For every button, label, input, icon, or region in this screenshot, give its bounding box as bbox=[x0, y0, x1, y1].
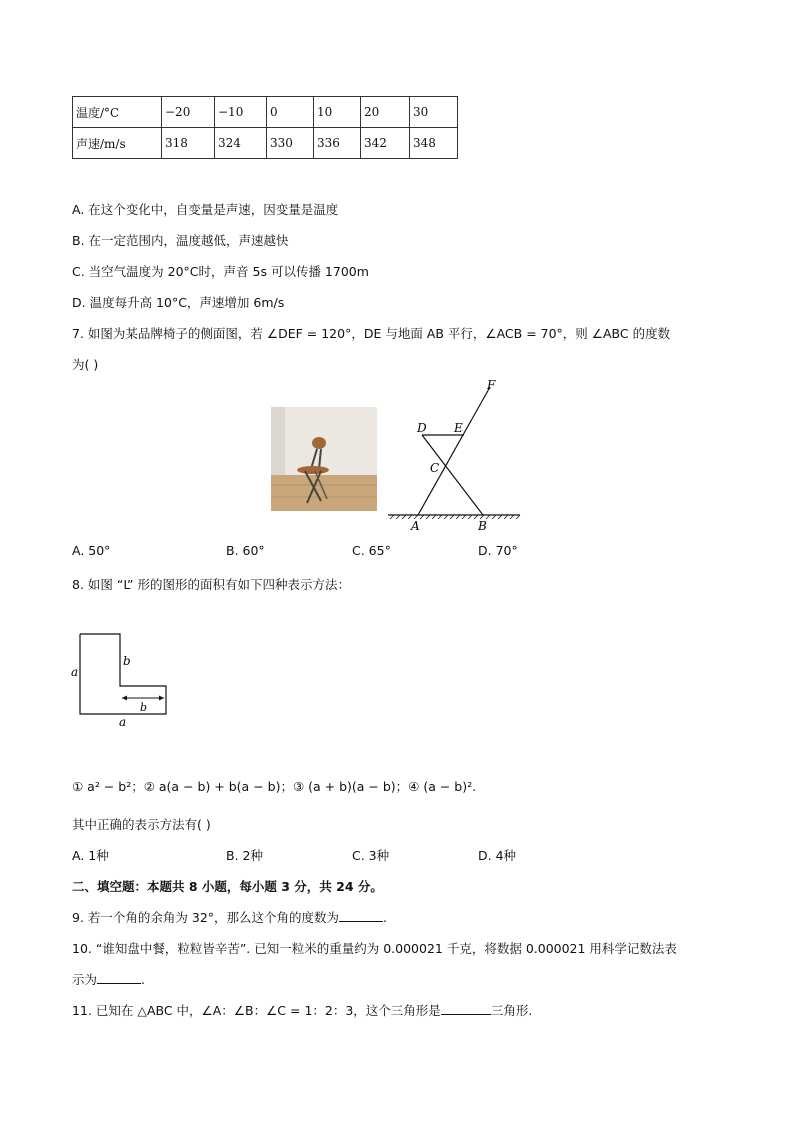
q10-blank[interactable] bbox=[97, 971, 141, 984]
q10-end: . bbox=[141, 972, 145, 987]
table-cell: 声速/m/s bbox=[73, 128, 162, 159]
q7-option-c: C. 65° bbox=[352, 543, 391, 558]
q11 bbox=[72, 1001, 532, 1019]
q11-end: 三角形. bbox=[490, 1003, 533, 1018]
q9 bbox=[72, 908, 387, 926]
label-a-left: a bbox=[71, 665, 79, 679]
q7-option-d: D. 70° bbox=[478, 543, 518, 558]
table-cell: −10 bbox=[215, 97, 267, 128]
label-b: B bbox=[478, 519, 487, 533]
chair-geometry-diagram bbox=[380, 375, 525, 535]
label-b-vertical: b bbox=[123, 654, 131, 668]
q9-text: 9. 若一个角的余角为 32°，那么这个角的度数为 bbox=[72, 910, 340, 925]
table-row bbox=[73, 97, 458, 128]
table-cell: 336 bbox=[314, 128, 361, 159]
label-a: A bbox=[411, 519, 420, 533]
table-cell: 20 bbox=[361, 97, 410, 128]
temperature-speed-table bbox=[72, 96, 458, 159]
q8-option-d: D. 4种 bbox=[478, 848, 517, 863]
table-cell: 温度/°C bbox=[73, 97, 162, 128]
q9-blank[interactable] bbox=[339, 909, 383, 922]
table-cell: 342 bbox=[361, 128, 410, 159]
q10-cont bbox=[72, 970, 145, 988]
q8-option-c: C. 3种 bbox=[352, 848, 390, 863]
q9-end: . bbox=[383, 910, 388, 925]
section-heading: 二、填空题：本题共 8 小题，每小题 3 分，共 24 分。 bbox=[72, 879, 383, 894]
table-cell: 0 bbox=[267, 97, 314, 128]
label-a-bottom: a bbox=[119, 715, 127, 729]
q7-option-a: A. 50° bbox=[72, 543, 111, 558]
q8-stem: 8. 如图 “L” 形的图形的面积有如下四种表示方法： bbox=[72, 577, 350, 592]
q8-option-b: B. 2种 bbox=[226, 848, 263, 863]
l-shape-diagram bbox=[66, 628, 176, 733]
q8-option-a: A. 1种 bbox=[72, 848, 109, 863]
table-cell: 318 bbox=[162, 128, 215, 159]
label-b-arrow: b bbox=[140, 701, 148, 714]
q11-blank[interactable] bbox=[441, 1002, 491, 1015]
q8-formulas: ① a² − b²；② a(a − b) + b(a − b)；③ (a + b)(a − b)；④ (a − b)². bbox=[72, 779, 477, 794]
table-cell: −20 bbox=[162, 97, 215, 128]
q11-text: 11. 已知在 △ABC 中，∠A：∠B：∠C = 1：2：3，这个三角形是 bbox=[72, 1003, 441, 1018]
q7-stem: 7. 如图为某品牌椅子的侧面图，若 ∠DEF = 120°，DE 与地面 AB 平行，∠ACB = 70°，则 ∠ABC 的度数 bbox=[72, 326, 671, 341]
table-cell: 10 bbox=[314, 97, 361, 128]
q8-question: 其中正确的表示方法有( ) bbox=[72, 817, 211, 832]
q10-text: 示为 bbox=[72, 972, 98, 987]
table-cell: 324 bbox=[215, 128, 267, 159]
label-d: D bbox=[417, 421, 427, 435]
q7-option-b: B. 60° bbox=[226, 543, 265, 558]
table-cell: 330 bbox=[267, 128, 314, 159]
q6-option-b: B. 在一定范围内，温度越低，声速越快 bbox=[72, 233, 289, 248]
chair-photo bbox=[271, 407, 377, 511]
label-e: E bbox=[454, 421, 463, 435]
q6-option-a: A. 在这个变化中，自变量是声速，因变量是温度 bbox=[72, 202, 339, 217]
table-cell: 30 bbox=[410, 97, 458, 128]
q10-stem: 10. “谁知盘中餐，粒粒皆辛苦”. 已知一粒米的重量约为 0.000021 千克，将数据 0.000021 用科学记数法表 bbox=[72, 941, 677, 956]
q6-option-c: C. 当空气温度为 20°C时，声音 5s 可以传播 1700m bbox=[72, 264, 369, 279]
table-row bbox=[73, 128, 458, 159]
q7-stem-cont: 为( ) bbox=[72, 357, 99, 372]
q6-option-d: D. 温度每升高 10°C，声速增加 6m/s bbox=[72, 295, 285, 310]
label-c: C bbox=[430, 461, 440, 475]
label-f: F bbox=[487, 378, 496, 392]
table-cell: 348 bbox=[410, 128, 458, 159]
